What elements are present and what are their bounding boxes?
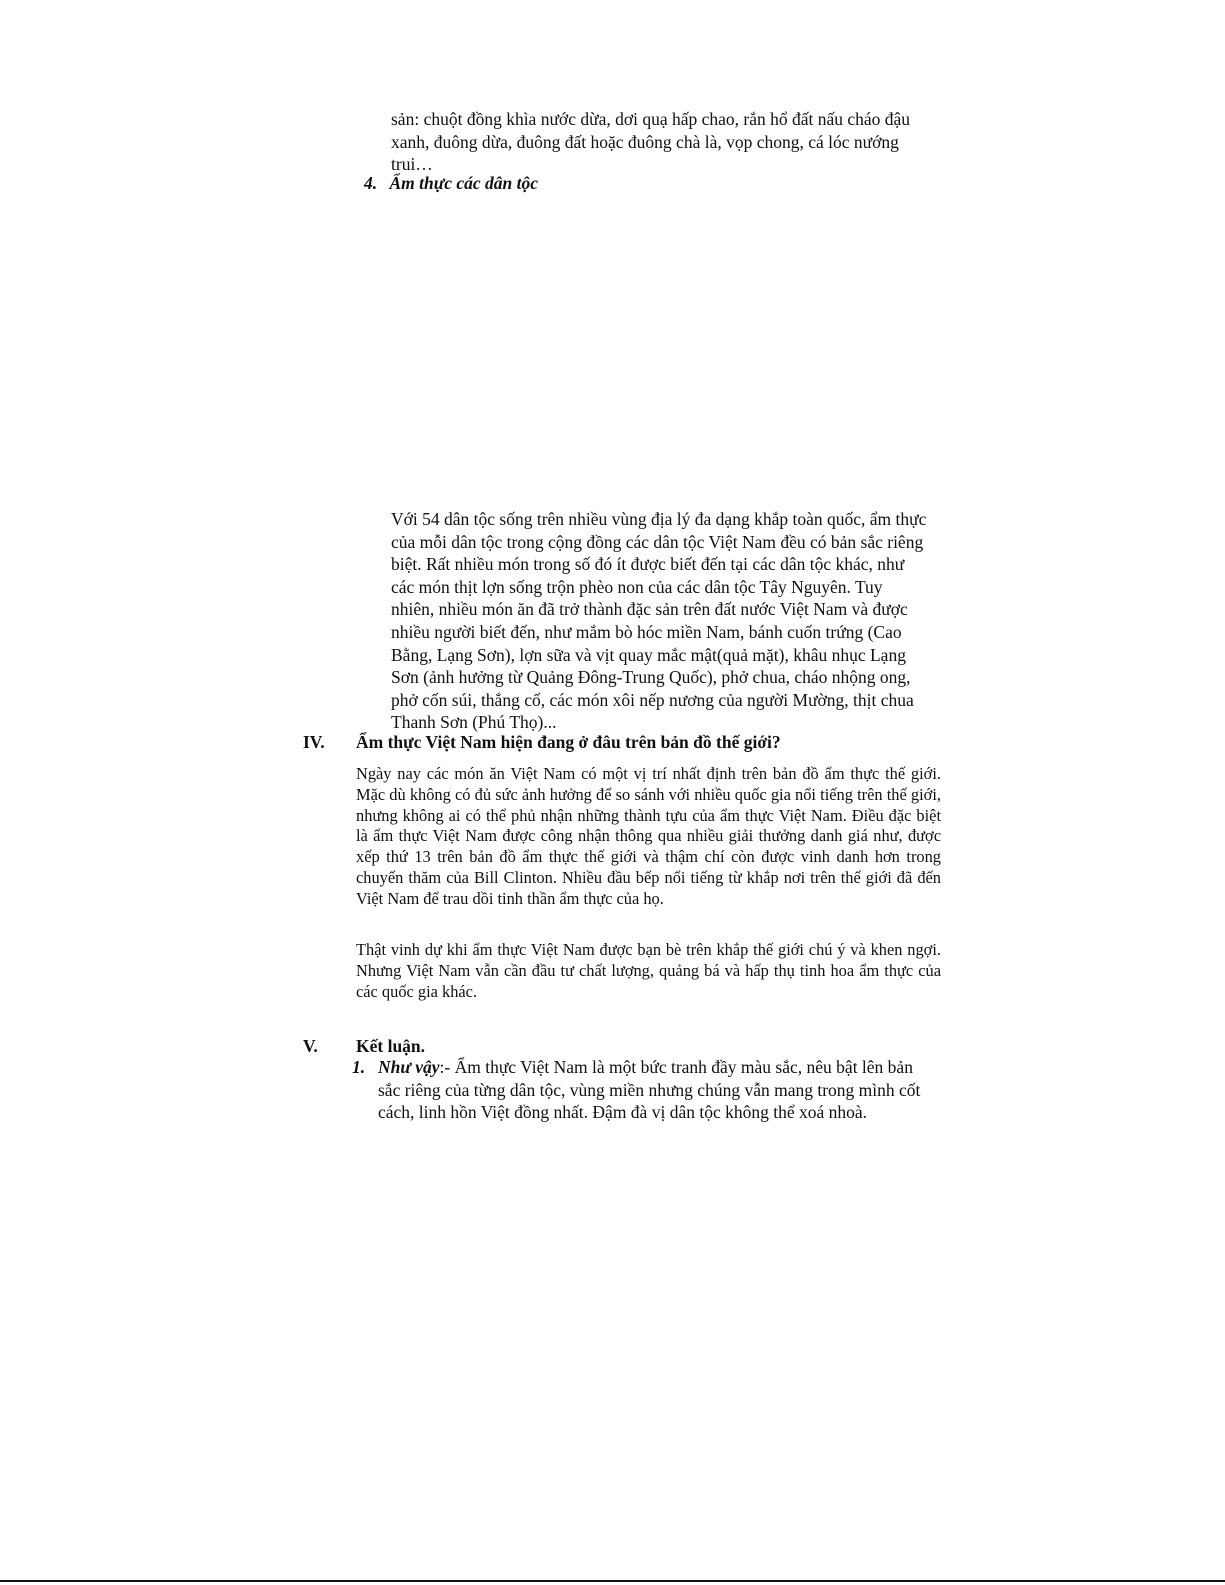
ethnic-paragraph-line: nhiên, nhiều món ăn đã trở thành đặc sản trên đất nước Việt Nam và được (391, 599, 908, 620)
section-iv-paragraph-2: Thật vinh dự khi ẩm thực Việt Nam được bạn bè trên khắp thế giới chú ý và khen ngợi. Nhưng Việt Nam vẫn cần đầu tư chất lượng, quảng bá và hấp thụ tinh hoa ẩm thực của các quốc gia khác. (356, 940, 941, 1001)
section-iv-title: Ẩm thực Việt Nam hiện đang ở đâu trên bản đồ thế giới? (356, 732, 781, 752)
top-paragraph-line: sản: chuột đồng khìa nước dừa, dơi quạ hấp chao, rắn hổ đất nấu cháo đậu (391, 109, 911, 129)
ethnic-paragraph-line: của mỗi dân tộc trong cộng đồng các dân tộc Việt Nam đều có bản sắc riêng (391, 531, 924, 552)
conclusion-lead: Như vậy (378, 1057, 440, 1077)
section-iv-paragraph-1: Ngày nay các món ăn Việt Nam có một vị trí nhất định trên bản đồ ẩm thực thế giới. Mặc dù không có đủ sức ảnh hưởng để so sánh với nhiều quốc gia nổi tiếng trên thế giới, nhưng không ai có thể phủ nhận những thành tựu của ẩm thực Việt Nam. Điều đặc biệt là ẩm thực Việt Nam được công nhận thông qua nhiều giải thưởng danh giá như, được xếp thứ 13 trên bản đồ ẩm thực thế giới và thậm chí còn được vinh danh hơn trong chuyến thăm của Bill Clinton. Nhiều đầu bếp nổi tiếng từ khắp nơi trên thế giới đã đến Việt Nam để trau dồi tinh thần ẩm thực của họ. (356, 764, 941, 908)
conclusion-line-1: :- Ẩm thực Việt Nam là một bức tranh đầy màu sắc, nêu bật lên bản (439, 1057, 913, 1077)
subsection-4-title: Ẩm thực các dân tộc (389, 173, 539, 193)
section-iv-number: IV. (303, 732, 325, 752)
ethnic-paragraph-line: Thanh Sơn (Phú Thọ)... (391, 712, 557, 733)
subsection-4-heading (364, 172, 764, 195)
conclusion-item-number: 1. (352, 1057, 366, 1077)
ethnic-paragraph-line: các món thịt lợn sống trộn phèo non của các dân tộc Tây Nguyên. Tuy (391, 576, 883, 597)
conclusion-line (378, 1056, 948, 1079)
conclusion-line: sắc riêng của từng dân tộc, vùng miền nhưng chúng vẫn mang trong mình cốt (378, 1079, 921, 1100)
ethnic-cuisine-paragraph (391, 508, 961, 734)
ethnic-paragraph-line: Với 54 dân tộc sống trên nhiều vùng địa lý đa dạng khắp toàn quốc, ẩm thực (391, 509, 927, 529)
section-v-number: V. (303, 1036, 318, 1056)
top-paragraph-line: xanh, đuông dừa, đuông đất hoặc đuông chà là, vọp chong, cá lóc nướng (391, 131, 899, 152)
ethnic-paragraph-line: nhiều người biết đến, như mắm bò hóc miền Nam, bánh cuốn trứng (Cao (391, 621, 902, 642)
top-paragraph-line: trui… (391, 154, 433, 175)
top-paragraph (391, 108, 951, 176)
ethnic-paragraph-line: biệt. Rất nhiều món trong số đó ít được biết đến tại các dân tộc khác, như (391, 554, 905, 575)
ethnic-paragraph-line: Bằng, Lạng Sơn), lợn sữa và vịt quay mắc mật(quả mặt), khâu nhục Lạng (391, 644, 906, 665)
subsection-4-number: 4. (364, 173, 378, 193)
ethnic-paragraph-line: phở cốn súi, thắng cố, các món xôi nếp nương của người Mường, thịt chua (391, 689, 914, 710)
conclusion-line: cách, linh hồn Việt đồng nhất. Đậm đà vị dân tộc không thể xoá nhoà. (378, 1102, 868, 1123)
conclusion-item-1 (378, 1056, 948, 1124)
section-v-title: Kết luận. (356, 1036, 426, 1056)
page-bottom-border (0, 1580, 1225, 1582)
ethnic-paragraph-line: Sơn (ảnh hưởng từ Quảng Đông-Trung Quốc), phở chua, cháo nhộng ong, (391, 667, 911, 688)
